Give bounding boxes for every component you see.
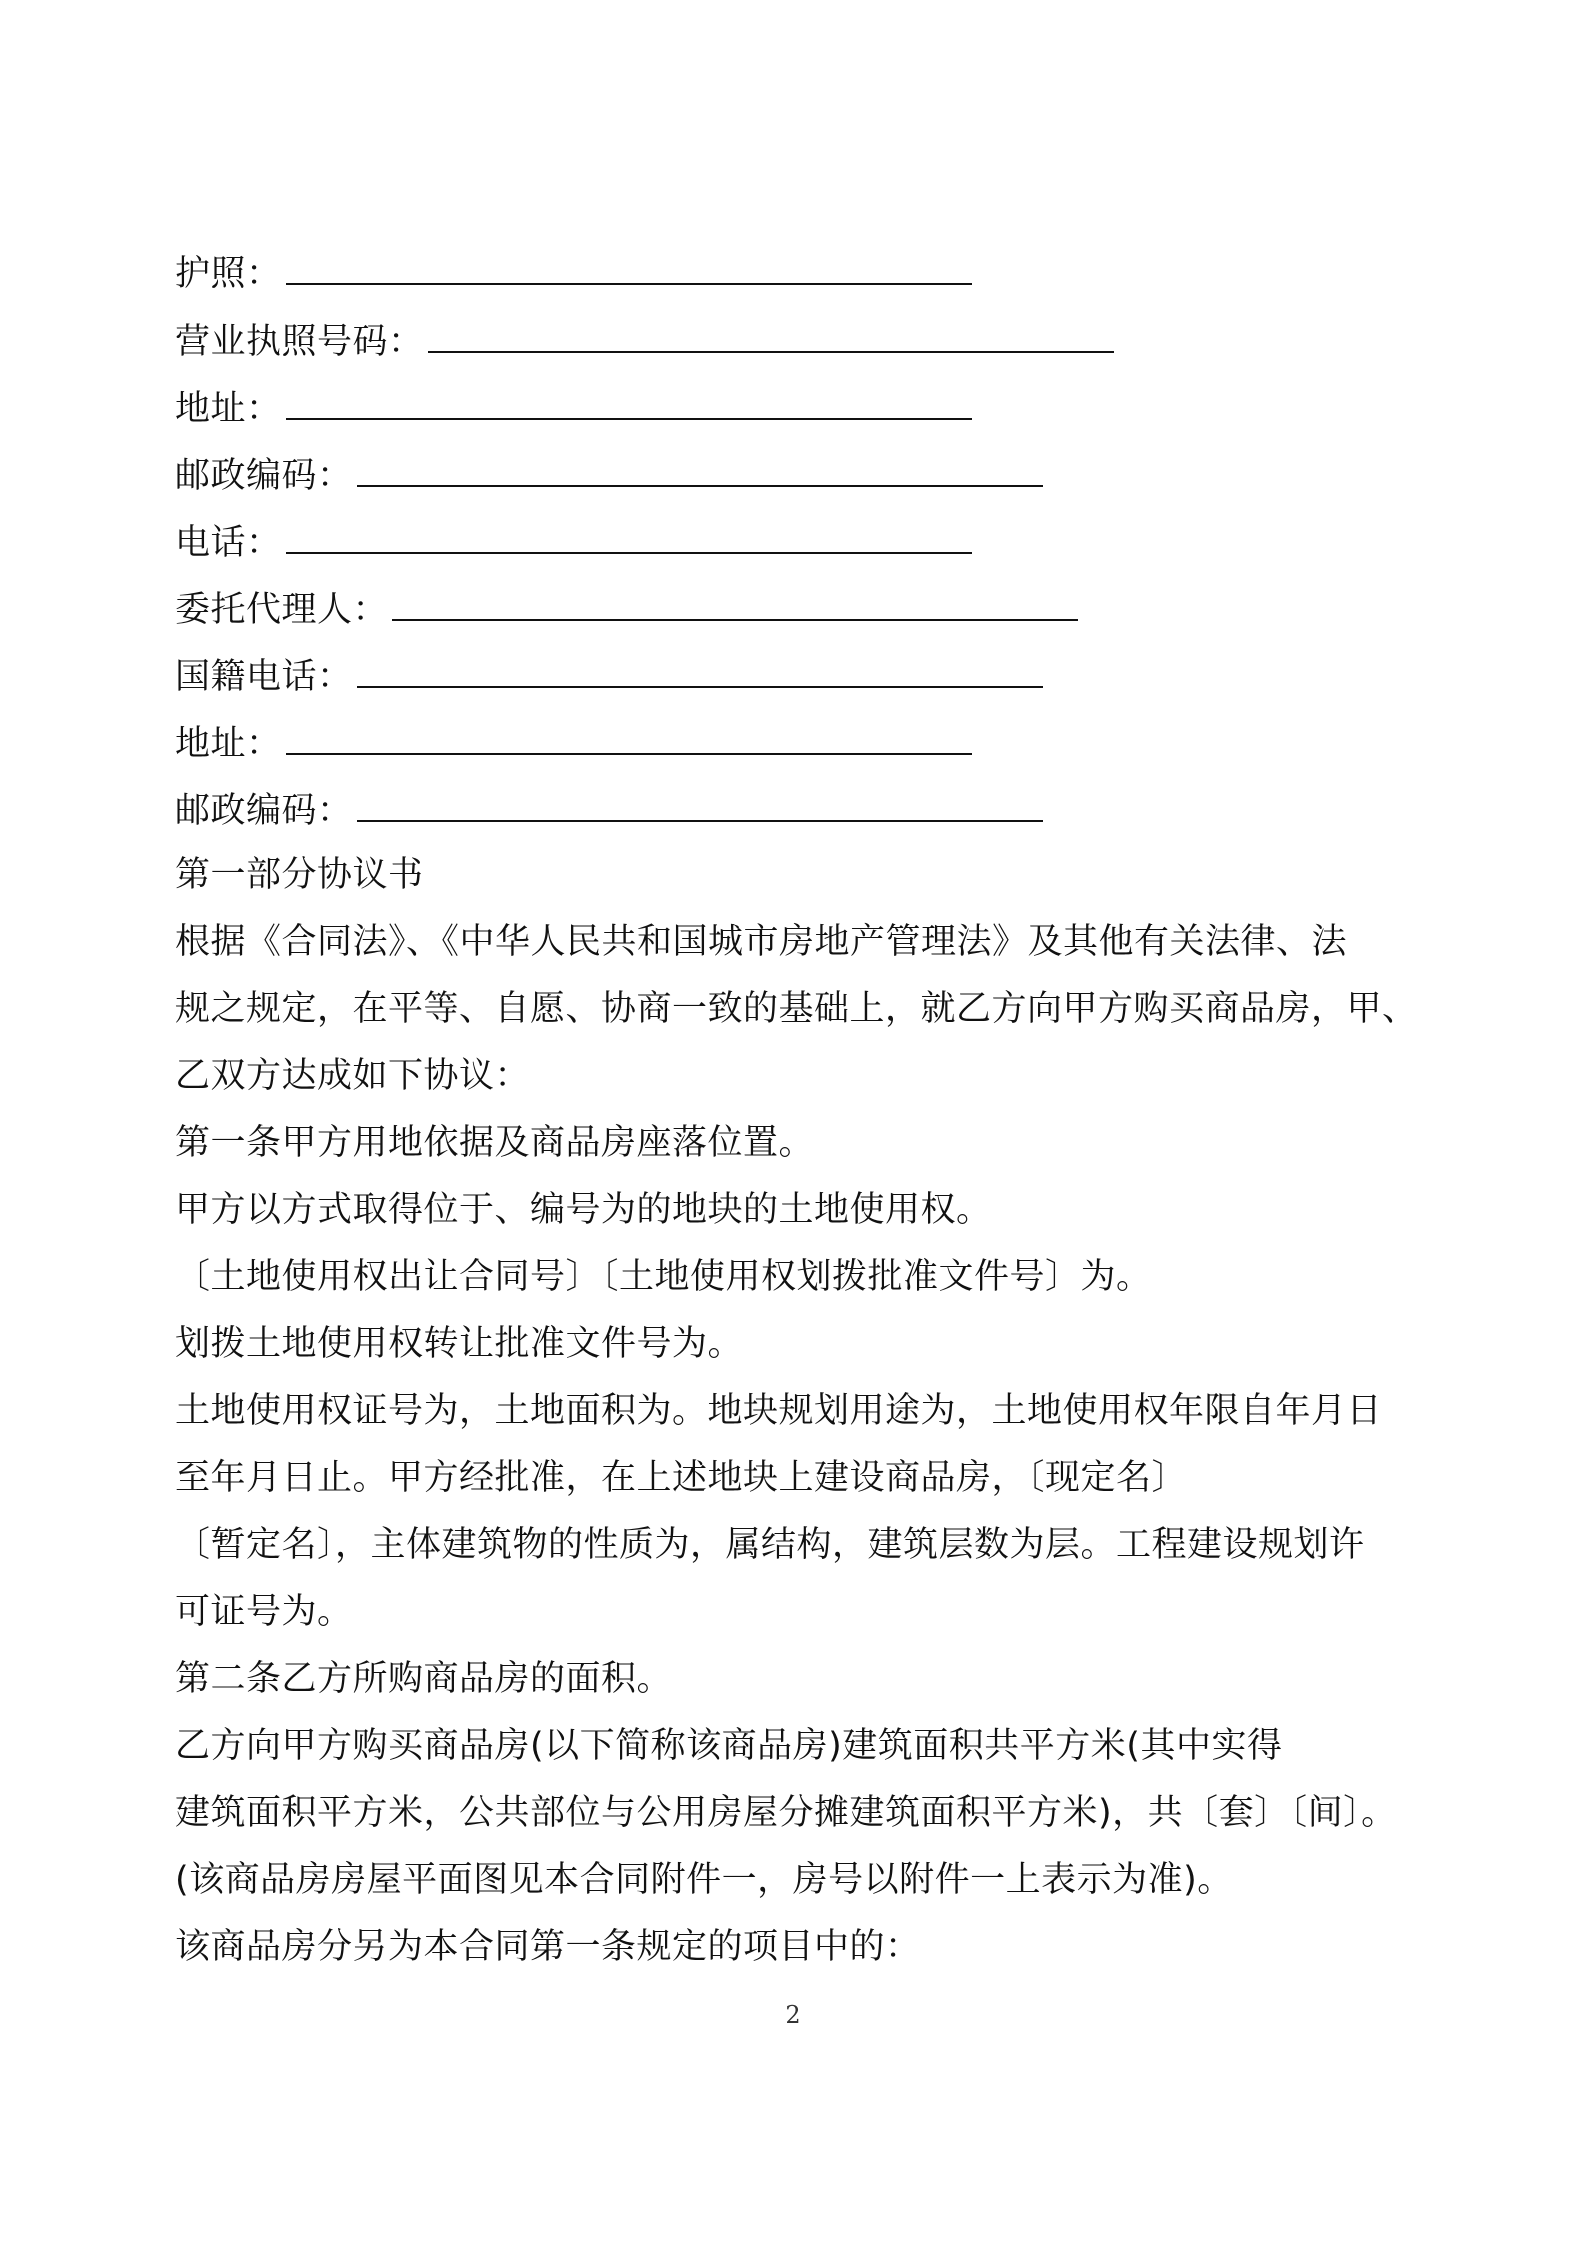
- field-phone: [175, 521, 972, 565]
- field-nationality-phone: [175, 655, 1043, 699]
- field-label: 地址：: [175, 389, 282, 429]
- blank-line: [357, 656, 1043, 688]
- paragraph-line: 〔土地使用权出让合同号〕〔土地使用权划拨批准文件号〕为。: [175, 1257, 1152, 1297]
- field-passport: [175, 252, 972, 296]
- blank-line: [286, 388, 972, 420]
- paragraph-line: 乙双方达成如下协议：: [175, 1056, 531, 1096]
- field-label: 营业执照号码：: [175, 322, 424, 362]
- paragraph-line: 〔暂定名〕，主体建筑物的性质为，属结构，建筑层数为层。工程建设规划许: [175, 1525, 1365, 1565]
- article-heading: 第二条乙方所购商品房的面积。: [175, 1659, 673, 1699]
- blank-line: [286, 522, 972, 554]
- page-number: 2: [785, 2001, 801, 2029]
- paragraph-line: 规之规定，在平等、自愿、协商一致的基础上，就乙方向甲方购买商品房，甲、: [175, 989, 1418, 1029]
- blank-line: [286, 253, 972, 285]
- field-address-2: [175, 722, 972, 766]
- paragraph-line: 至年月日止。甲方经批准，在上述地块上建设商品房，〔现定名〕: [175, 1458, 1188, 1498]
- paragraph-line: 建筑面积平方米，公共部位与公用房屋分摊建筑面积平方米)，共〔套〕〔间〕。: [175, 1793, 1397, 1833]
- field-label: 委托代理人：: [175, 590, 389, 630]
- blank-line: [357, 455, 1043, 487]
- field-label: 国籍电话：: [175, 657, 353, 697]
- field-postal-code-2: [175, 789, 1043, 833]
- paragraph-line: 乙方向甲方购买商品房(以下简称该商品房)建筑面积共平方米(其中实得: [175, 1726, 1283, 1766]
- field-postal-code: [175, 454, 1043, 498]
- paragraph-line: (该商品房房屋平面图见本合同附件一，房号以附件一上表示为准)。: [175, 1860, 1233, 1900]
- blank-line: [428, 321, 1114, 353]
- blank-line: [392, 589, 1078, 621]
- paragraph-line: 土地使用权证号为，土地面积为。地块规划用途为，土地使用权年限自年月日: [175, 1391, 1383, 1431]
- field-label: 邮政编码：: [175, 791, 353, 831]
- paragraph-line: 根据《合同法》、《中华人民共和国城市房地产管理法》及其他有关法律、法: [175, 922, 1348, 962]
- field-label: 地址：: [175, 724, 282, 764]
- paragraph-line: 该商品房分另为本合同第一条规定的项目中的：: [175, 1927, 921, 1967]
- field-address: [175, 387, 972, 431]
- blank-line: [357, 790, 1043, 822]
- field-label: 电话：: [175, 523, 282, 563]
- field-business-license: [175, 320, 1114, 364]
- article-heading: 第一条甲方用地依据及商品房座落位置。: [175, 1123, 815, 1163]
- paragraph-line: 甲方以方式取得位于、编号为的地块的土地使用权。: [175, 1190, 992, 1230]
- field-label: 护照：: [175, 254, 282, 294]
- section-heading: 第一部分协议书: [175, 855, 424, 895]
- field-agent: [175, 588, 1078, 632]
- field-label: 邮政编码：: [175, 456, 353, 496]
- blank-line: [286, 723, 972, 755]
- paragraph-line: 可证号为。: [175, 1592, 353, 1632]
- paragraph-line: 划拨土地使用权转让批准文件号为。: [175, 1324, 744, 1364]
